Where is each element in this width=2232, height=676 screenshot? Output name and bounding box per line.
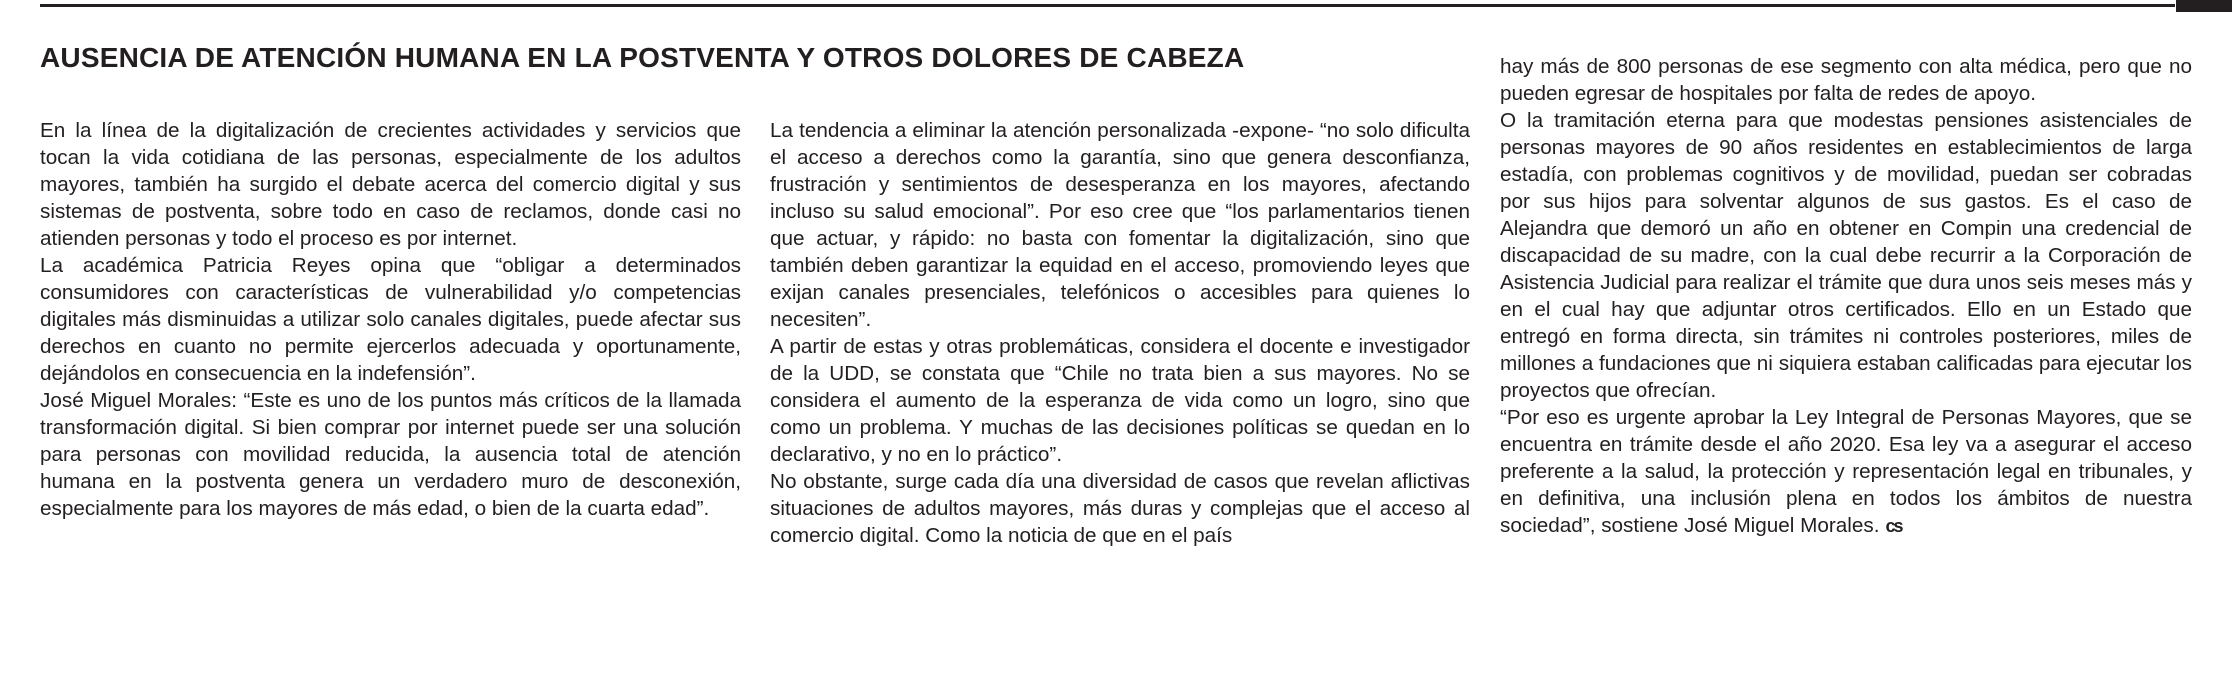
end-mark-icon: cs xyxy=(1885,516,1902,536)
paragraph: No obstante, surge cada día una diversidad de casos que revelan aflictivas situaciones de adultos mayores, más duras y complejas que el acceso al comercio digital. Como la noticia de que en el país xyxy=(770,470,1470,547)
column-3 xyxy=(1500,53,2192,540)
paragraph: A partir de estas y otras problemáticas, considera el docente e investigador de la UDD, se constata que “Chile no trata bien a sus mayores. No se considera el aumento de la esperanza de vida como un logro, sino que como un problema. Y muchas de las decisiones políticas se quedan en lo declarativo, y no en lo práctico”. xyxy=(770,335,1470,466)
paragraph: O la tramitación eterna para que modestas pensiones asistenciales de personas mayores de 90 años residentes en establecimientos de larga estadía, con problemas cognitivos y de movilidad, puedan ser cobradas por sus hijos para solventar algunos de sus gastos. Es el caso de Alejandra que demoró un año en obtener en Compin una credencial de discapacidad de su madre, con la cual debe recurrir a la Corporación de Asistencia Judicial para realizar el trámite que dura unos seis meses más y en el cual hay que adjuntar otros certificados. Ello en un Estado que entregó en forma directa, sin trámites ni controles posteriores, miles de millones a fundaciones que ni siquiera estaban calificadas para ejecutar los proyectos que ofrecían. xyxy=(1500,109,2192,402)
paragraph: José Miguel Morales: “Este es uno de los puntos más críticos de la llamada transformación digital. Si bien comprar por internet puede ser una solución para personas con movilidad reducida, la ausencia total de atención humana en la postventa genera un verdadero muro de desconexión, especialmente para los mayores de más edad, o bien de la cuarta edad”. xyxy=(40,389,741,520)
top-rule-line xyxy=(40,4,2175,7)
article-headline: AUSENCIA DE ATENCIÓN HUMANA EN LA POSTVENTA Y OTROS DOLORES DE CABEZA xyxy=(40,42,1245,73)
column-2 xyxy=(770,117,1470,549)
paragraph: La tendencia a eliminar la atención personalizada -expone- “no solo dificulta el acceso a derechos como la garantía, sino que genera desconfianza, frustración y sentimientos de desesperanza en los mayores, afectando incluso su salud emocional”. Por eso cree que “los parlamentarios tienen que actuar, y rápido: no basta con fomentar la digitalización, sino que también deben garantizar la equidad en el acceso, promoviendo leyes que exijan canales presenciales, telefónicos o accesibles para quienes lo necesiten”. xyxy=(770,119,1470,331)
paragraph-final-text: “Por eso es urgente aprobar la Ley Integral de Personas Mayores, que se encuentra en trámite desde el año 2020. Esa ley va a asegurar el acceso preferente a la salud, la protección y representación legal en tribunales, y en definitiva, una inclusión plena en todos los ámbitos de nuestra sociedad”, sostiene José Miguel Morales. xyxy=(1500,406,2192,537)
paragraph: La académica Patricia Reyes opina que “obligar a determinados consumidores con características de vulnerabilidad y/o competencias digitales más disminuidas a utilizar solo canales digitales, puede afectar sus derechos en cuanto no permite ejercerlos adecuada y oportunamente, dejándolos en consecuencia en la indefensión”. xyxy=(40,254,741,385)
paragraph-final xyxy=(1500,404,2192,540)
top-rule-tab xyxy=(2176,0,2232,12)
paragraph: En la línea de la digitalización de crecientes actividades y servicios que tocan la vida cotidiana de las personas, especialmente de los adultos mayores, también ha surgido el debate acerca del comercio digital y sus sistemas de postventa, sobre todo en caso de reclamos, donde casi no atienden personas y todo el proceso es por internet. xyxy=(40,119,741,250)
top-rule xyxy=(0,0,2232,12)
paragraph: hay más de 800 personas de ese segmento con alta médica, pero que no pueden egresar de hospitales por falta de redes de apoyo. xyxy=(1500,55,2192,105)
column-1 xyxy=(40,117,741,522)
